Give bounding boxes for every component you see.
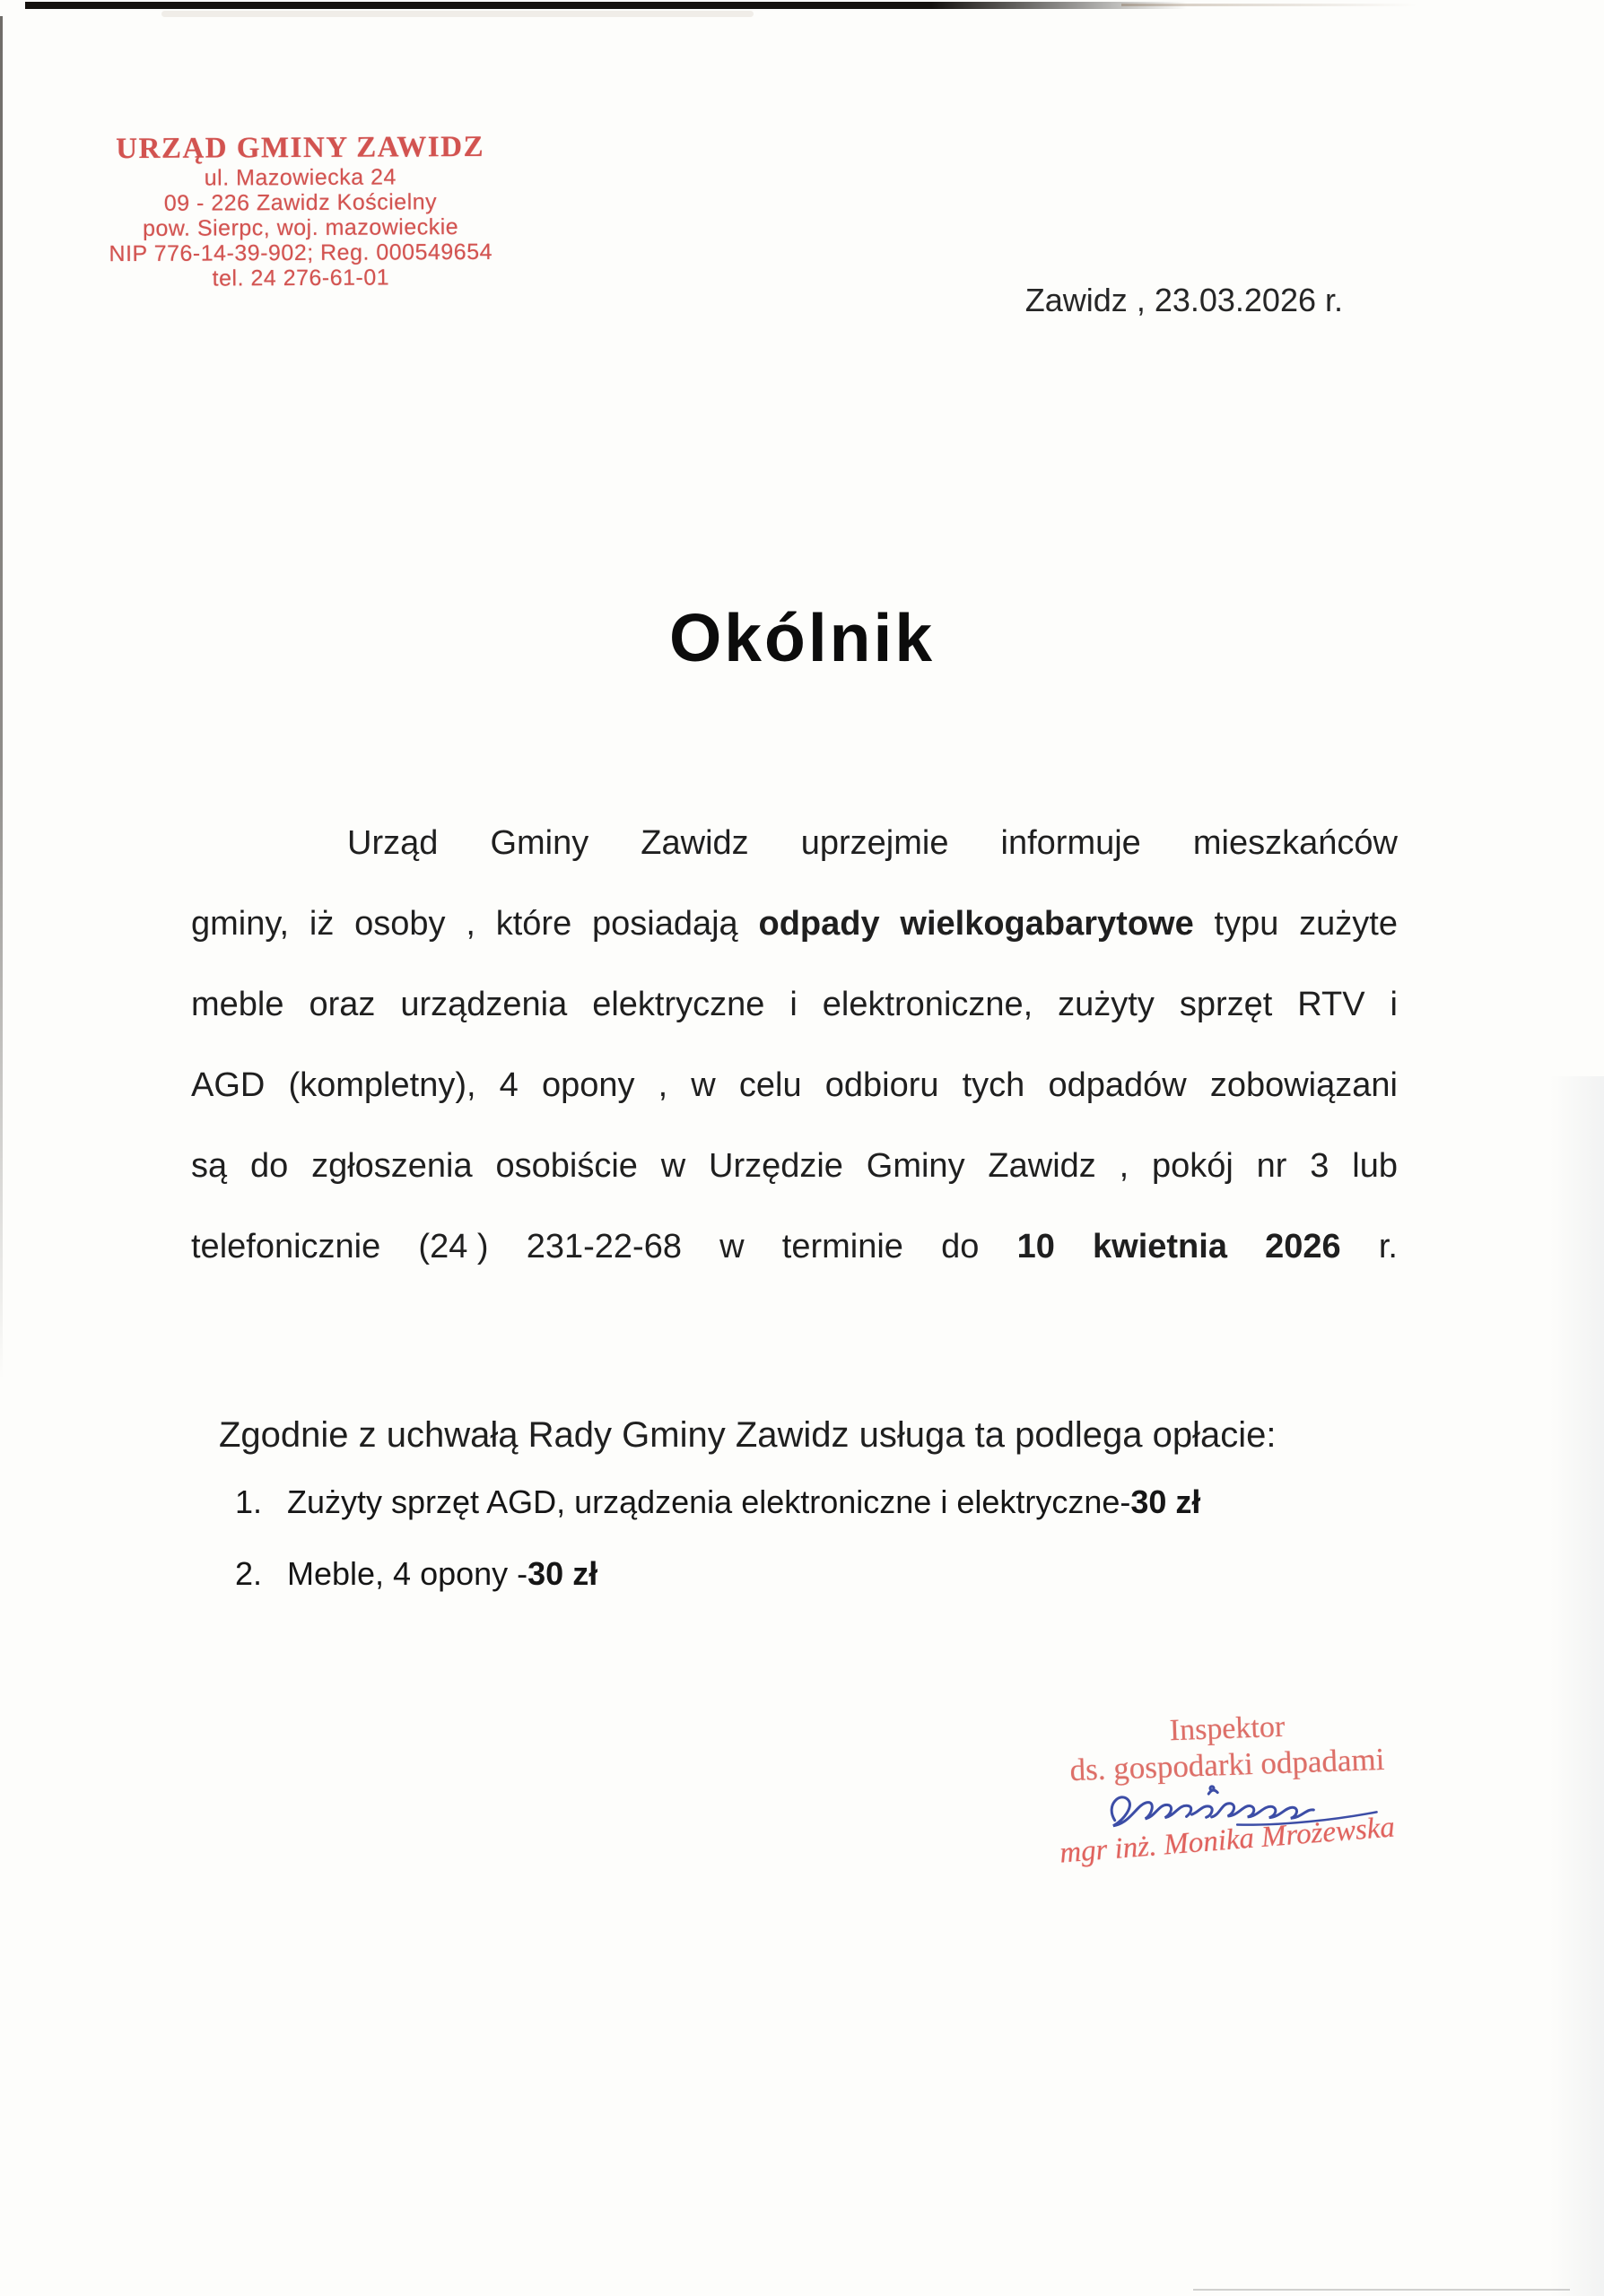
fee-item-number: 1.: [235, 1483, 263, 1520]
body-word: 231-22-68: [526, 1228, 682, 1265]
body-word: są: [191, 1147, 228, 1185]
body-word: do: [249, 1147, 289, 1185]
body-word: w: [691, 1066, 716, 1104]
body-word: posiadają: [592, 905, 738, 943]
signature-title: Inspektor: [1169, 1709, 1286, 1748]
body-line: [191, 983, 1398, 1064]
body-word: które: [495, 905, 572, 943]
body-word: 3: [1310, 1147, 1329, 1185]
body-word: i: [1390, 986, 1398, 1023]
body-word: ,: [466, 905, 475, 943]
signature-subtitle: ds. gospodarki odpadami: [1068, 1741, 1386, 1788]
body-word: osoby: [354, 905, 446, 943]
office-stamp: [108, 130, 494, 291]
body-word: elektroniczne,: [822, 986, 1033, 1023]
body-word: zużyte: [1299, 905, 1398, 943]
stamp-office-name: URZĄD GMINY ZAWIDZ: [116, 130, 485, 166]
body-word: odbioru: [824, 1066, 939, 1104]
stamp-address-line: pow. Sierpc, woj. mazowieckie: [142, 214, 459, 241]
document-title: Okólnik: [668, 600, 936, 675]
body-word: 4: [499, 1066, 519, 1104]
stamp-nip-line: NIP 776-14-39-902; Reg. 000549654: [109, 239, 493, 267]
body-line: [191, 822, 1398, 902]
fee-intro: Zgodnie z uchwałą Rady Gminy Zawidz usługa ta podlega opłacie:: [219, 1415, 1277, 1455]
body-word: Zawidz: [988, 1147, 1096, 1185]
body-word: uprzejmie: [800, 824, 949, 862]
body-paragraph: [191, 822, 1398, 1306]
stamp-address-line: 09 - 226 Zawidz Kościelny: [163, 189, 438, 216]
fee-item-text: Meble, 4 opony -: [287, 1555, 528, 1592]
body-word: Urząd: [347, 824, 439, 862]
body-word: Gminy: [866, 1147, 965, 1185]
body-word: oraz: [309, 986, 376, 1023]
fee-list-item: [235, 1483, 1200, 1521]
body-word: 2026: [1265, 1228, 1341, 1265]
stamp-phone-line: tel. 24 276-61-01: [212, 265, 390, 291]
scan-artifact-top-bar: [25, 2, 1187, 9]
body-word: gminy,: [191, 905, 290, 943]
body-word: informuje: [1000, 824, 1141, 862]
scan-artifact-left-edge: [0, 16, 3, 1379]
body-word: pokój: [1152, 1147, 1234, 1185]
body-word: typu: [1214, 905, 1279, 943]
fee-item-text: Zużyty sprzęt AGD, urządzenia elektroniczne i elektryczne-: [287, 1483, 1131, 1520]
body-word: zużyty: [1058, 986, 1155, 1023]
body-word: telefonicznie: [191, 1228, 381, 1265]
body-word: tych: [962, 1066, 1025, 1104]
body-word: zobowiązani: [1209, 1066, 1398, 1104]
body-word: sprzęt: [1179, 986, 1273, 1023]
body-line: [191, 902, 1398, 983]
body-word: mieszkańców: [1192, 824, 1398, 862]
body-word: w: [719, 1228, 745, 1265]
body-word: do: [941, 1228, 980, 1265]
body-word: zgłoszenia: [311, 1147, 473, 1185]
body-word: Zawidz: [641, 824, 749, 862]
body-word: (24 ): [418, 1228, 489, 1265]
body-word: r.: [1378, 1228, 1398, 1265]
body-word: AGD: [191, 1066, 266, 1104]
body-line: [191, 1225, 1398, 1306]
fee-list: [235, 1483, 1200, 1627]
signature-name: mgr inż. Monika Mrożewska: [1058, 1811, 1397, 1870]
body-word: ,: [1119, 1147, 1129, 1185]
signature-block: [1012, 1709, 1443, 1870]
body-word: opony: [541, 1066, 635, 1104]
body-word: urządzenia: [400, 986, 568, 1023]
fee-item-amount: 30 zł: [1130, 1483, 1201, 1520]
body-word: 10: [1016, 1228, 1055, 1265]
body-word: odpady: [758, 905, 880, 943]
body-word: celu: [738, 1066, 802, 1104]
body-word: kwietnia: [1093, 1228, 1227, 1265]
fee-item-amount: 30 zł: [527, 1555, 598, 1592]
body-word: lub: [1352, 1147, 1398, 1185]
body-word: (kompletny),: [288, 1066, 476, 1104]
scan-artifact-bottom-line: [1193, 2289, 1570, 2291]
body-word: RTV: [1297, 986, 1365, 1023]
date-line: Zawidz , 23.03.2026 r.: [1024, 282, 1343, 318]
body-word: terminie: [781, 1228, 903, 1265]
body-word: odpadów: [1048, 1066, 1187, 1104]
body-word: w: [660, 1147, 686, 1185]
body-word: Urzędzie: [709, 1147, 843, 1185]
body-word: iż: [309, 905, 335, 943]
body-line: [191, 1064, 1398, 1144]
scan-artifact-smudge: [161, 11, 754, 17]
body-word: i: [789, 986, 798, 1023]
body-word: meble: [191, 986, 284, 1023]
body-word: elektryczne: [592, 986, 765, 1023]
body-line: [191, 1144, 1398, 1225]
body-word: wielkogabarytowe: [900, 905, 1194, 943]
body-word: Gminy: [490, 824, 589, 862]
body-word: osobiście: [495, 1147, 638, 1185]
fee-item-number: 2.: [235, 1555, 263, 1592]
body-word: ,: [658, 1066, 668, 1104]
body-word: nr: [1256, 1147, 1287, 1185]
scan-artifact-right-shade: [1550, 1076, 1604, 2296]
fee-list-item: [235, 1555, 1200, 1593]
stamp-address-line: ul. Mazowiecka 24: [204, 164, 397, 191]
scan-artifact-top-bar-fade: [1121, 4, 1417, 6]
